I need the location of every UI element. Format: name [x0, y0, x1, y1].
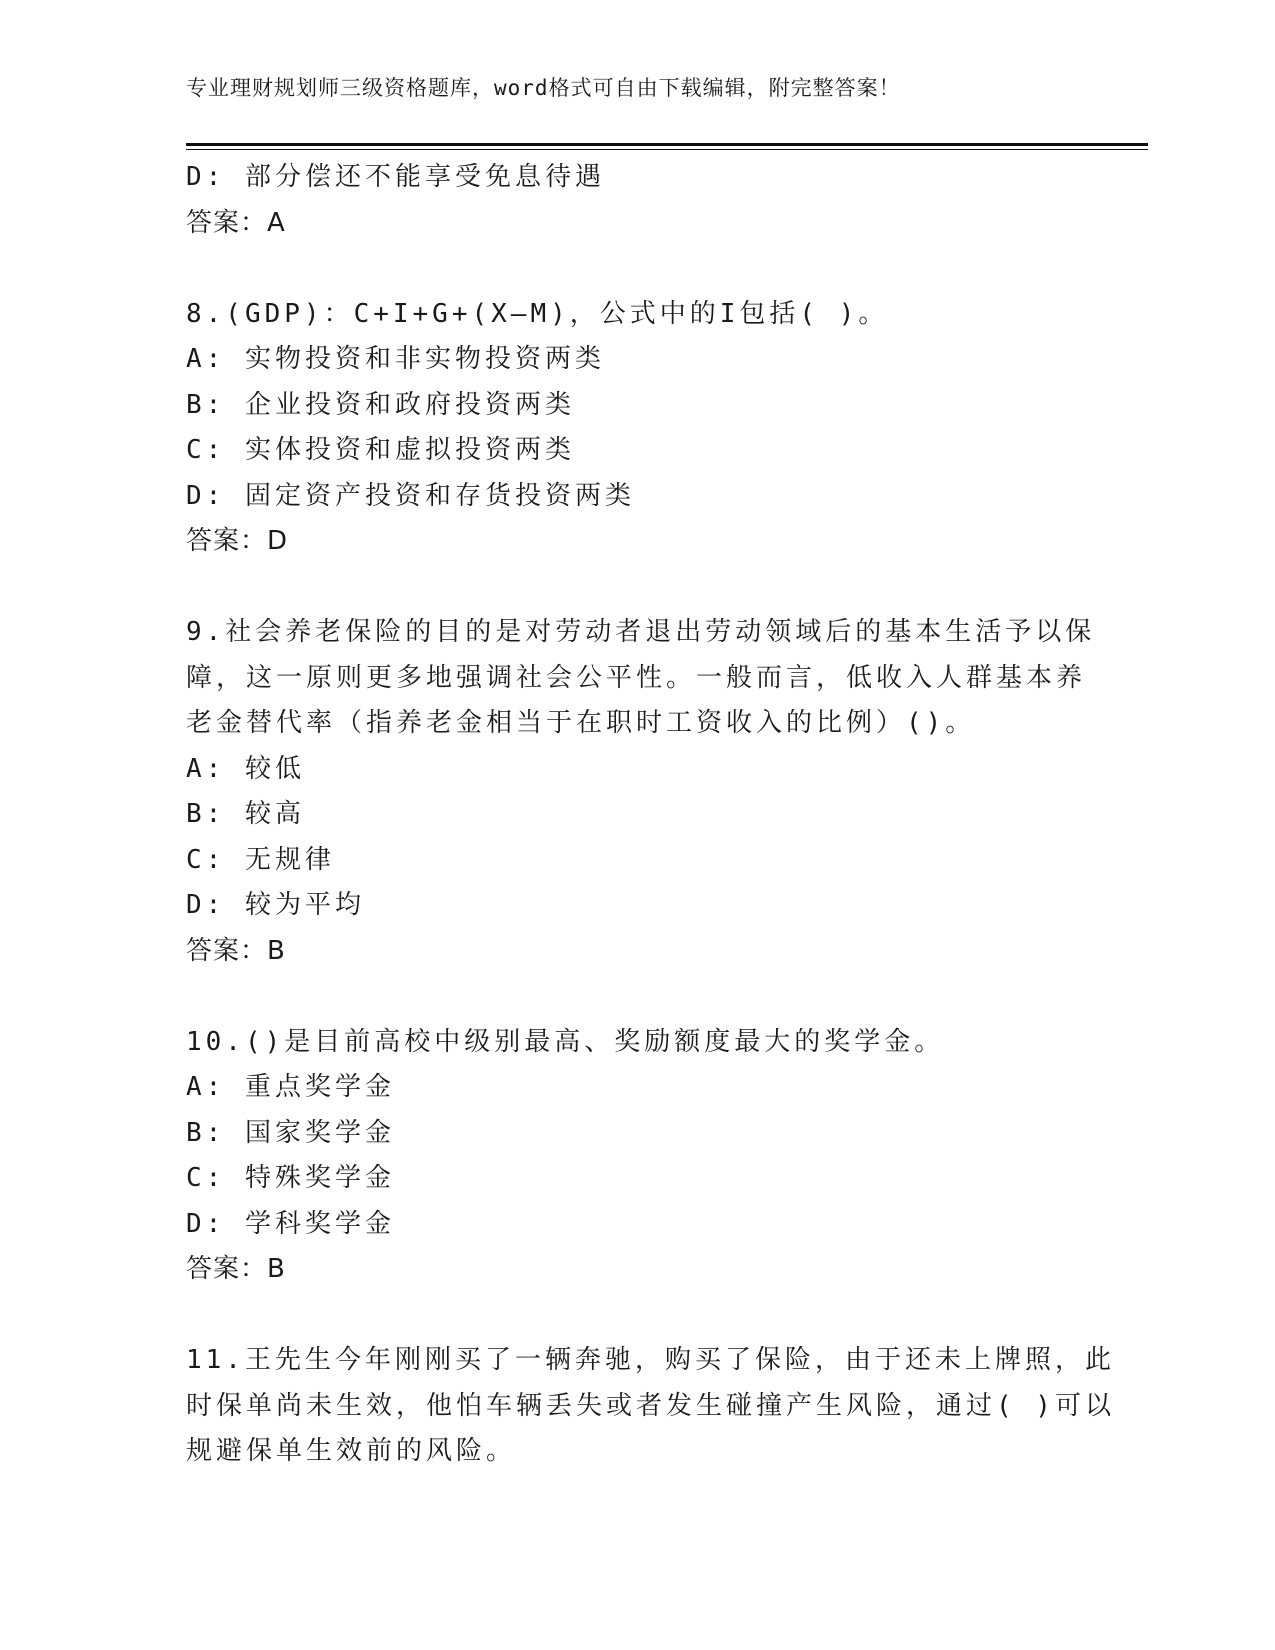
question-9: [186, 610, 1096, 974]
option-a: A: 实物投资和非实物投资两类: [186, 344, 605, 374]
page-header: 专业理财规划师三级资格题库，word格式可自由下载编辑，附完整答案！: [186, 76, 901, 100]
option-d: D: 部分偿还不能享受免息待遇: [186, 162, 605, 192]
question-stem-line-3: 规避保单生效前的风险。: [186, 1436, 517, 1466]
question-stem: 10.()是目前高校中级别最高、奖励额度最大的奖学金。: [186, 1026, 945, 1057]
question-stem-line-3: 老金替代率（指养老金相当于在职时工资收入的比例）()。: [186, 708, 976, 738]
question-stem: 8.(GDP)：C+I+G+(X—M)，公式中的I包括( )。: [186, 298, 889, 329]
answer-line: 答案：B: [186, 935, 286, 966]
option-b: B: 国家奖学金: [186, 1117, 395, 1148]
question-stem-line-2: 时保单尚未生效，他怕车辆丢失或者发生碰撞产生风险，通过( )可以: [186, 1390, 1115, 1421]
question-7-tail: [186, 155, 1066, 246]
header-rule-thick: [186, 143, 1148, 146]
question-10: [186, 1020, 1066, 1293]
answer-line: 答案：D: [186, 526, 289, 556]
question-8: [186, 292, 1066, 565]
option-d: D: 学科奖学金: [186, 1208, 395, 1239]
question-stem-line-2: 障，这一原则更多地强调社会公平性。一般而言，低收入人群基本养: [186, 662, 1087, 693]
option-b: B: 企业投资和政府投资两类: [186, 389, 575, 420]
option-a: A: 重点奖学金: [186, 1072, 395, 1102]
document-body: [186, 155, 1115, 1475]
option-c: C: 实体投资和虚拟投资两类: [186, 435, 575, 465]
question-stem-line-1: 11.王先生今年刚刚买了一辆奔驰，购买了保险，由于还未上牌照，此: [186, 1345, 1115, 1375]
question-stem-line-1: 9.社会养老保险的目的是对劳动者退出劳动领域后的基本生活予以保: [186, 617, 1096, 647]
option-a: A: 较低: [186, 753, 305, 784]
answer-line: 答案：B: [186, 1254, 286, 1284]
option-c: C: 特殊奖学金: [186, 1163, 395, 1193]
option-b: B: 较高: [186, 799, 305, 829]
option-d: D: 固定资产投资和存货投资两类: [186, 480, 635, 511]
question-11: [186, 1338, 1115, 1475]
option-c: C: 无规律: [186, 844, 335, 875]
header-rule-thin: [186, 149, 1148, 150]
option-d: D: 较为平均: [186, 890, 365, 920]
answer-line: 答案：A: [186, 207, 286, 238]
